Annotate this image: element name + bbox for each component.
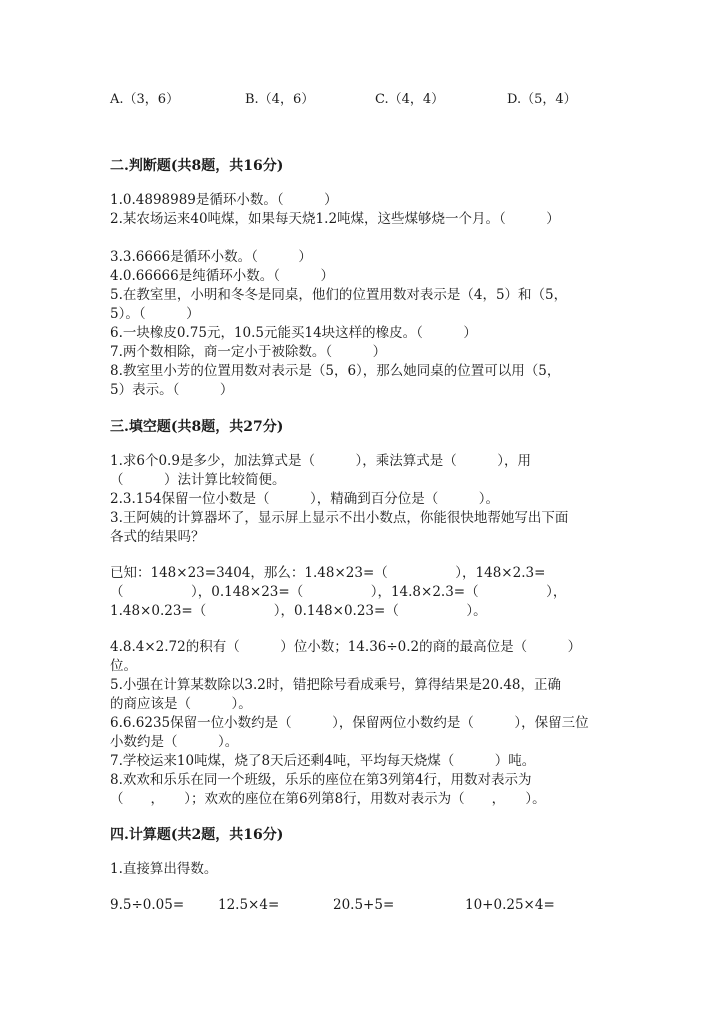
calc-item: 20.5+5= — [333, 897, 395, 913]
judge-line: 5）。（ ） — [110, 306, 200, 322]
fill-line: 7.学校运来10吨煤，烧了8天后还剩4吨，平均每天烧煤（ ）吨。 — [110, 753, 536, 769]
fill-line: （ ）法计算比较简便。 — [110, 472, 286, 488]
option-a: A.（3，6） — [110, 92, 180, 107]
judge-line: 3.3.6666是循环小数。（ ） — [110, 249, 312, 265]
judge-line: 4.0.66666是纯循环小数。（ ） — [110, 268, 334, 284]
fill-line: （ ， ）；欢欢的座位在第6列第8行，用数对表示为（ ， ）。 — [110, 791, 546, 807]
calc-item: 9.5÷0.05= — [110, 897, 185, 913]
calc-intro: 1.直接算出得数。 — [110, 861, 218, 877]
fill-line: （ ），0.148×23=（ ），14.8×2.3=（ ）， — [110, 584, 567, 600]
section-calc-title: 四.计算题(共2题，共16分) — [110, 827, 284, 843]
fill-line: 1.48×0.23=（ ），0.148×0.23=（ ）。 — [110, 603, 487, 619]
fill-line: 3.王阿姨的计算器坏了，显示屏上显示不出小数点，你能很快地帮她写出下面 — [110, 510, 569, 526]
judge-line: 2.某农场运来40吨煤，如果每天烧1.2吨煤，这些煤够烧一个月。（ ） — [110, 211, 560, 227]
calc-item: 12.5×4= — [218, 897, 280, 913]
fill-line: 1.求6个0.9是多少，加法算式是（ ），乘法算式是（ ），用 — [110, 453, 531, 469]
fill-line: 各式的结果吗？ — [110, 529, 205, 545]
fill-line: 位。 — [110, 658, 137, 674]
section-judge-title: 二.判断题(共8题，共16分) — [110, 158, 284, 174]
option-b: B.（4，6） — [245, 92, 315, 107]
fill-line: 2.3.154保留一位小数是（ ），精确到百分位是（ ）。 — [110, 491, 500, 507]
judge-line: 5）表示。（ ） — [110, 382, 234, 398]
judge-line: 7.两个数相除，商一定小于被除数。（ ） — [110, 344, 387, 360]
fill-line: 6.6.6235保留一位小数约是（ ），保留两位小数约是（ ），保留三位 — [110, 715, 589, 731]
judge-line: 6.一块橡皮0.75元，10.5元能买14块这样的橡皮。（ ） — [110, 325, 477, 341]
fill-line: 5.小强在计算某数除以3.2时，错把除号看成乘号，算得结果是20.48，正确 — [110, 677, 561, 693]
section-fill-title: 三.填空题(共8题，共27分) — [110, 419, 284, 435]
fill-line: 小数约是（ ）。 — [110, 734, 239, 750]
fill-line: 的商应该是（ ）。 — [110, 696, 252, 712]
option-d: D.（5，4） — [507, 92, 577, 107]
fill-line: 8.欢欢和乐乐在同一个班级，乐乐的座位在第3列第4行，用数对表示为 — [110, 772, 532, 788]
option-c: C.（4，4） — [375, 92, 445, 107]
fill-line: 已知：148×23=3404，那么：1.48×23=（ ），148×2.3= — [110, 565, 546, 581]
fill-line: 4.8.4×2.72的积有（ ）位小数；14.36÷0.2的商的最高位是（ ） — [110, 639, 582, 655]
judge-line: 1.0.4898989是循环小数。（ ） — [110, 192, 338, 208]
calc-item: 10+0.25×4= — [465, 897, 555, 913]
judge-line: 8.教室里小芳的位置用数对表示是（5，6），那么她同桌的位置可以用（5， — [110, 363, 561, 379]
judge-line: 5.在教室里，小明和冬冬是同桌，他们的位置用数对表示是（4，5）和（5， — [110, 287, 568, 303]
